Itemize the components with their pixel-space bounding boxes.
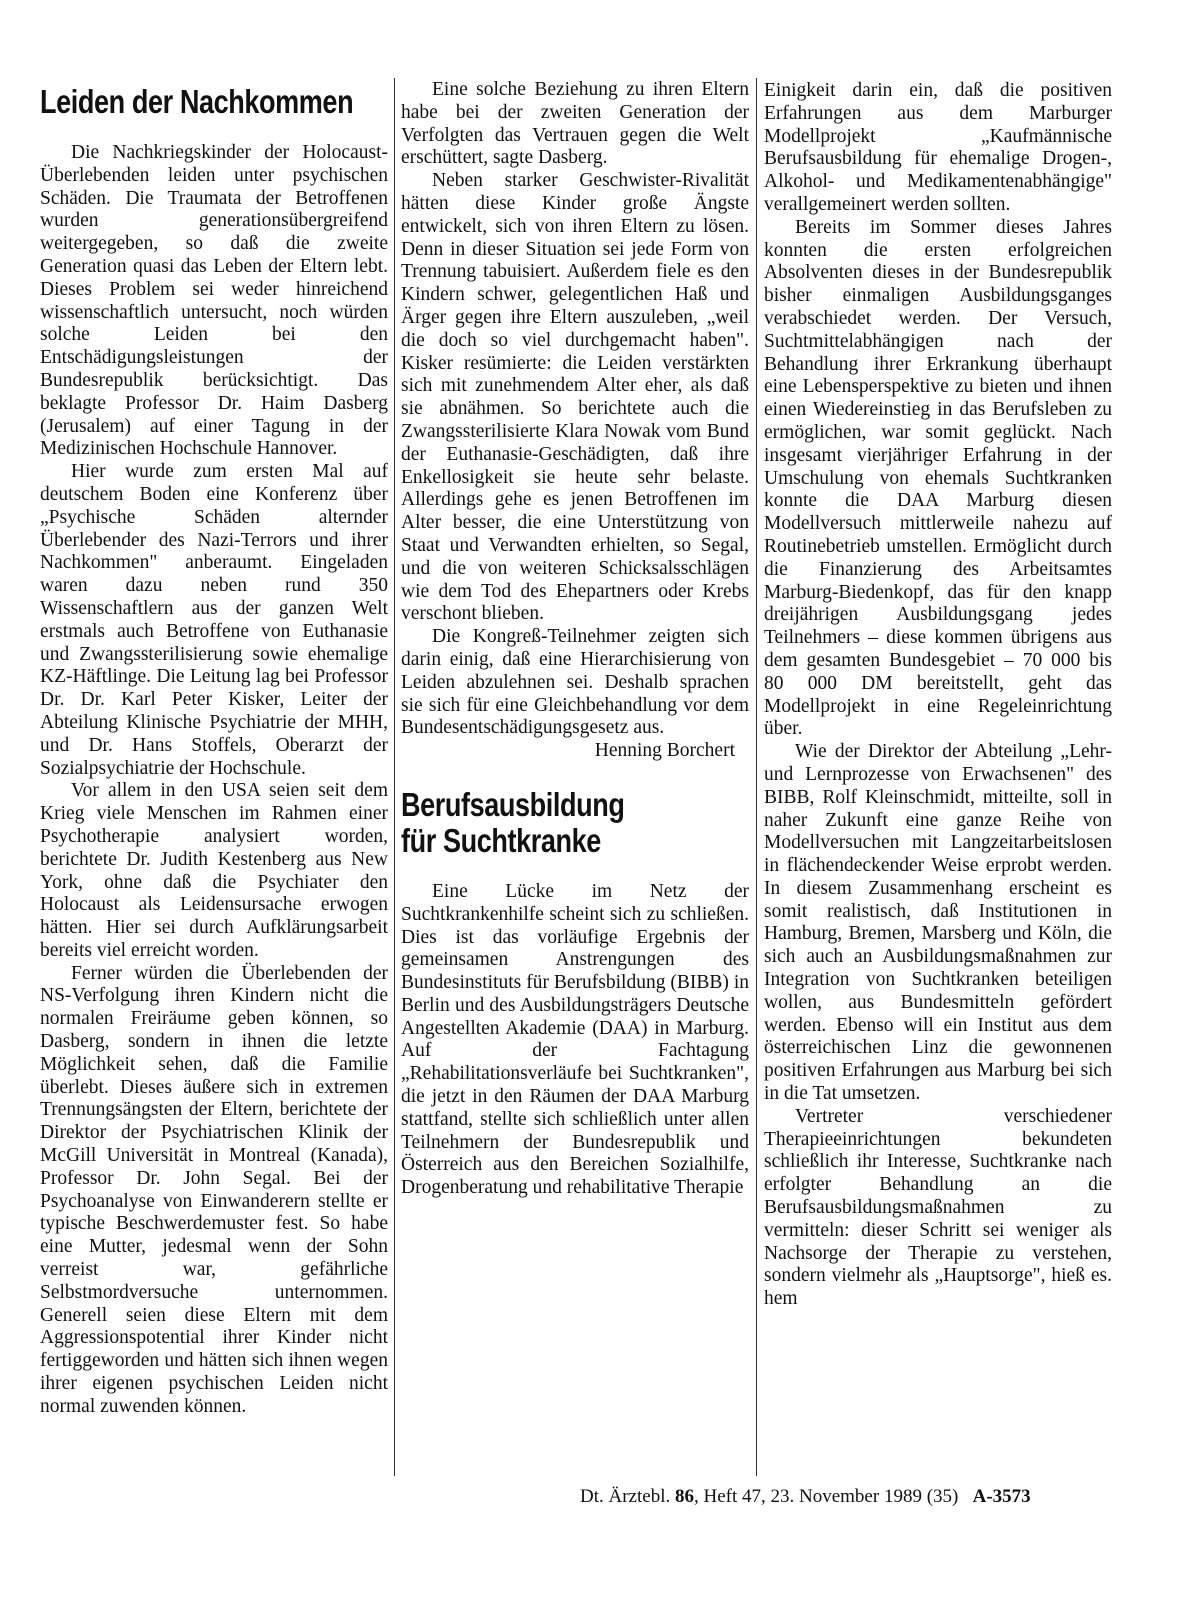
paragraph: Eine solche Beziehung zu ihren Eltern habe bei der zweiten Generation der Verfolgten das Vertrauen gegen die Welt erschüttert, sagte Dasberg. — [401, 79, 749, 169]
paragraph: Die Nachkriegskinder der Holocaust-Überlebenden leiden unter psychischen Schäden. Die Traumata der Betroffenen wurden generationsübergreifend weitergegeben, so daß die zweite Generation quasi das Leben der Eltern lebt. Dieses Problem sei weder hinreichend wissenschaftlich untersucht, noch würden solche Leiden bei den Entschädigungsleistungen der Bundesrepublik berücksichtigt. Das beklagte Professor Dr. Haim Dasberg (Jerusalem) auf einer Tagung in der Medizinischen Hochschule Hannover. — [40, 142, 388, 460]
paragraph: Hier wurde zum ersten Mal auf deutschem Boden eine Konferenz über „Psychische Schäden alternder Überlebender des Nazi-Terrors und ihrer Nachkommen" anberaumt. Eingeladen waren dazu neben rund 350 Wissenschaftlern aus der ganzen Welt erstmals auch Betroffene von Euthanasie und Zwangssterilisierung sowie ehemalige KZ-Häftlinge. Die Leitung lag bei Professor Dr. Dr. Karl Peter Kisker, Leiter der Abteilung Klinische Psychiatrie der MHH, und Dr. Hans Stoffels, Oberarzt der Sozialpsychiatrie der Hochschule. — [40, 461, 388, 779]
volume-number: 86 — [674, 1486, 694, 1507]
column-2 — [401, 79, 749, 1200]
column-divider — [394, 78, 395, 1476]
page-number: A-3573 — [972, 1486, 1031, 1507]
paragraph: Ferner würden die Überlebenden der NS-Verfolgung ihren Kindern nicht die normalen Freiräume geben können, so Dasberg, sondern in ihnen die letzte Möglichkeit sehen, daß die Familie überlebt. Dieses äußere sich in extremen Trennungsängsten der Eltern, berichtete der Direktor der Psychiatrischen Klinik der McGill Universität in Montreal (Kanada), Professor Dr. John Segal. Bei der Psychoanalyse von Einwanderern stellte er typische Beschwerdemuster fest. So habe eine Mutter, jedesmal wenn der Sohn verreist war, gefährliche Selbstmordversuche unternommen. Generell seien diese Eltern mit dem Aggressionspotential ihrer Kinder nicht fertiggeworden und hätten sich ihnen wegen ihrer eigenen psychischen Leiden nicht normal zuwenden können. — [40, 962, 388, 1417]
paragraph: Einigkeit darin ein, daß die positiven Erfahrungen aus dem Marburger Modellprojekt „Kaufmännische Berufsausbildung für ehemalige Drogen-, Alkohol- und Medikamentenabhängige" verallgemeinert werden sollten. — [764, 80, 1112, 215]
paragraph: Vor allem in den USA seien seit dem Krieg viele Menschen im Rahmen einer Psychotherapie analysiert worden, berichtete Dr. Judith Kestenberg aus New York, ohne daß die Psychiater den Holocaust als Leidensursache erwogen hätten. Hier sei durch Aufklärungsarbeit bereits viel erreicht worden. — [40, 780, 388, 961]
paragraph: Neben starker Geschwister-Rivalität hätten diese Kinder große Ängste entwickelt, sich von ihren Eltern zu lösen. Denn in dieser Situation sei jede Form von Trennung tabuisiert. Außerdem fiele es den Kindern schwer, gelegentlichen Haß und Ärger gegen ihre Eltern auszuleben, „weil die doch so viel durchgemacht haben". Kisker resümierte: die Leiden verstärkten sich mit zunehmendem Alter eher, als daß sie abnähmen. So berichtete auch die Zwangssterilisierte Klara Nowak vom Bund der Euthanasie-Geschädigten, daß ihre Enkellosigkeit sie heute sehr belaste. Allerdings gehe es jenen Betroffenen im Alter besser, die eine Unterstützung von Staat und Verwandten erhielten, so Segal, und die von weiteren Schicksalsschlägen wie dem Tod des Ehepartners oder Krebs verschont blieben. — [401, 170, 749, 625]
paragraph: Bereits im Sommer dieses Jahres konnten die ersten erfolgreichen Absolventen dieses in der Bundesrepublik bisher einmaligen Ausbildungsganges verabschiedet werden. Der Versuch, Suchtmittelabhängigen nach der Behandlung ihrer Erkrankung überhaupt eine Lebensperspektive zu bieten und ihnen einen Wiedereinstieg in das Berufsleben zu ermöglichen, war somit geglückt. Nach insgesamt vierjähriger Erfahrung in der Umschulung von ehemals Suchtkranken konnte die DAA Marburg diesen Modellversuch mittlerweile nahezu auf Routinebetrieb umstellen. Ermöglicht durch die Finanzierung des Arbeitsamtes Marburg-Biedenkopf, das für den knapp dreijährigen Ausbildungsgang jedes Teilnehmers – diese kommen übrigens aus dem gesamten Bundesgebiet – 70 000 bis 80 000 DM bereitstellt, geht das Modellprojekt in eine Regeleinrichtung über. — [764, 216, 1112, 740]
page-footer — [580, 1486, 1100, 1508]
paragraph: Eine Lücke im Netz der Suchtkrankenhilfe scheint sich zu schließen. Dies ist das vorläufige Ergebnis der gemeinsamen Anstrengungen des Bundesinstituts für Berufsbildung (BIBB) in Berlin und des Ausbildungsträgers Deutsche Angestellten Akademie (DAA) in Marburg. Auf der Fachtagung „Rehabilitationsverläufe bei Suchtkranken", die jetzt in den Räumen der DAA Marburg stattfand, stellte sich schließlich unter allen Teilnehmern der Bundesrepublik und Österreich aus den Bereichen Sozialhilfe, Drogenberatung und rehabilitative Therapie — [401, 880, 749, 1199]
issue-info: , Heft 47, 23. November 1989 (35) — [693, 1486, 959, 1507]
column-3 — [764, 80, 1112, 1311]
author-byline: Henning Borchert — [594, 740, 735, 762]
paragraph: Vertreter verschiedener Therapieeinrichtungen bekundeten schließlich ihr Interesse, Suchtkranke nach erfolgter Behandlung an die Berufsausbildungsmaßnahmen zu vermitteln: dieser Schritt sei weniger als Nachsorge der Therapie zu verstehen, sondern vielmehr als „Hauptsorge", hieß es. hem — [764, 1105, 1112, 1310]
paragraph: Die Kongreß-Teilnehmer zeigten sich darin einig, daß eine Hierarchisierung von Leiden abzulehnen sei. Deshalb sprachen sie sich für eine Gleichbehandlung vor dem Bundesentschädigungsgesetz aus. — [401, 626, 749, 739]
column-divider — [756, 78, 757, 1476]
article-1-title: Leiden der Nachkommen — [40, 83, 354, 120]
paragraph: Wie der Direktor der Abteilung „Lehr- und Lernprozesse von Erwachsenen" des BIBB, Rolf Kleinschmidt, mitteilte, soll in naher Zukunft eine ganze Reihe von Modellversuchen mit Langzeitarbeitslosen in flächendeckender Weise erprobt werden. In diesem Zusammenhang erscheint es somit realistisch, daß Institutionen in Hamburg, Bremen, Marsberg und Köln, die sich auch an Ausbildungsmaßnahmen zur Integration von Suchtkranken beteiligen wollen, aus Bundesmitteln gefördert werden. Ebenso will ein Institut aus dem österreichischen Linz die gewonnenen positiven Erfahrungen aus Marburg bei sich in die Tat umsetzen. — [764, 741, 1112, 1105]
column-1 — [40, 78, 388, 1419]
article-2-title: Berufsausbildung für Suchtkranke — [401, 785, 625, 859]
journal-name: Dt. Ärztebl. — [580, 1486, 671, 1507]
